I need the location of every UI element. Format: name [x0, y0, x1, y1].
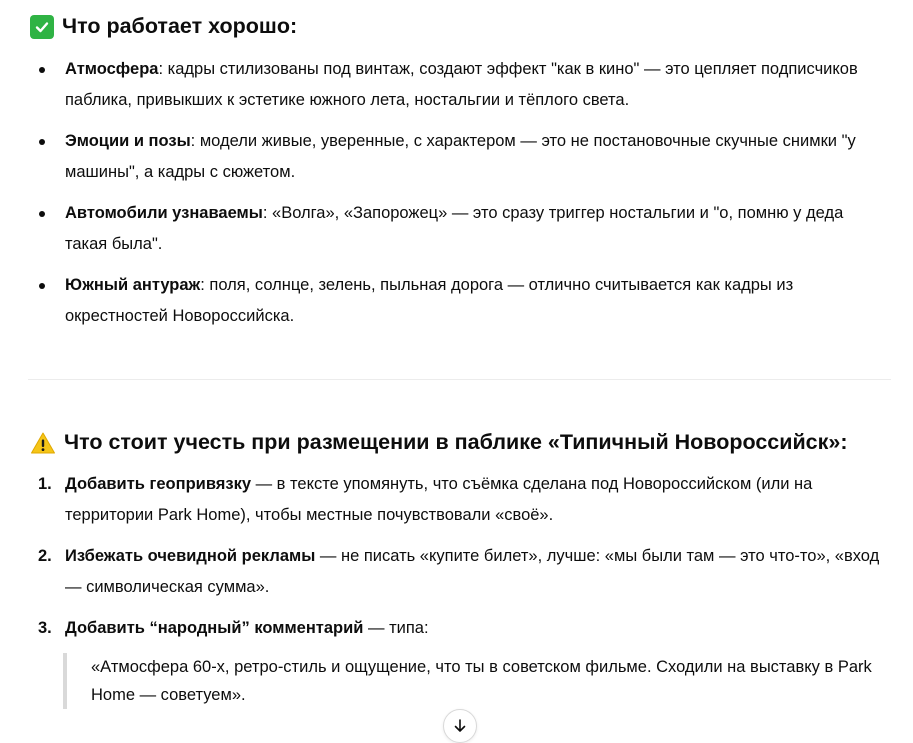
list-item-term: Южный антураж: [65, 276, 201, 294]
list-item-text: — в тексте упомянуть, что съёмка сделана под Новороссийском (или на территории Park Home), чтобы местные почувствовали «своё».: [65, 475, 813, 524]
list-item-term: Эмоции и позы: [65, 132, 191, 150]
list-item-number: 2.: [38, 547, 52, 565]
list-item-text: — не писать «купите билет», лучше: «мы были там — это что-то», «вход — символическая сумма».: [65, 547, 880, 596]
section-heading-text: Что работает хорошо:: [62, 14, 298, 38]
works-well-list: [30, 54, 860, 342]
section-heading-works-well: [30, 14, 297, 39]
section-heading-text: Что стоит учесть при размещении в паблике «Типичный Новороссийск»:: [64, 430, 848, 454]
list-item-text: : модели живые, уверенные, с характером — это не постановочные скучные снимки "у машины", а кадры с сюжетом.: [65, 132, 856, 181]
list-item-text: : «Волга», «Запорожец» — это сразу триггер ностальгии и "о, помню у деда такая была".: [65, 204, 844, 253]
list-item: [30, 541, 885, 603]
section-divider: [28, 379, 891, 380]
warning-icon: [30, 431, 56, 455]
consider-list: [30, 469, 885, 654]
list-item-text: : поля, солнце, зелень, пыльная дорога — отлично считывается как кадры из окрестностей Новороссийска.: [65, 276, 794, 325]
list-item-term: Атмосфера: [65, 60, 159, 78]
list-item-term: Добавить геопривязку: [65, 475, 252, 493]
quote-block: «Атмосфера 60-х, ретро-стиль и ощущение, что ты в советском фильме. Сходили на выставку в Park Home — советуем».: [63, 653, 913, 709]
list-item-number: 3.: [38, 619, 52, 637]
list-item-number: 1.: [38, 475, 52, 493]
list-item: [30, 126, 860, 188]
list-item: [30, 469, 885, 531]
list-item: [30, 198, 860, 260]
list-item: [30, 270, 860, 332]
list-item-term: Добавить “народный” комментарий: [65, 619, 364, 637]
check-mark-icon: [30, 15, 54, 39]
list-item-text: — типа:: [363, 619, 429, 637]
list-item: [30, 54, 860, 116]
list-item-text: : кадры стилизованы под винтаж, создают эффект "как в кино" — это цепляет подписчиков паблика, привыкших к эстетике южного лета, ностальгии и тёплого света.: [65, 60, 858, 109]
arrow-down-icon: [452, 718, 468, 734]
section-heading-consider: [30, 430, 848, 455]
scroll-to-bottom-button[interactable]: [443, 709, 477, 743]
list-item-term: Избежать очевидной рекламы: [65, 547, 316, 565]
list-item-term: Автомобили узнаваемы: [65, 204, 263, 222]
list-item: [30, 613, 885, 644]
